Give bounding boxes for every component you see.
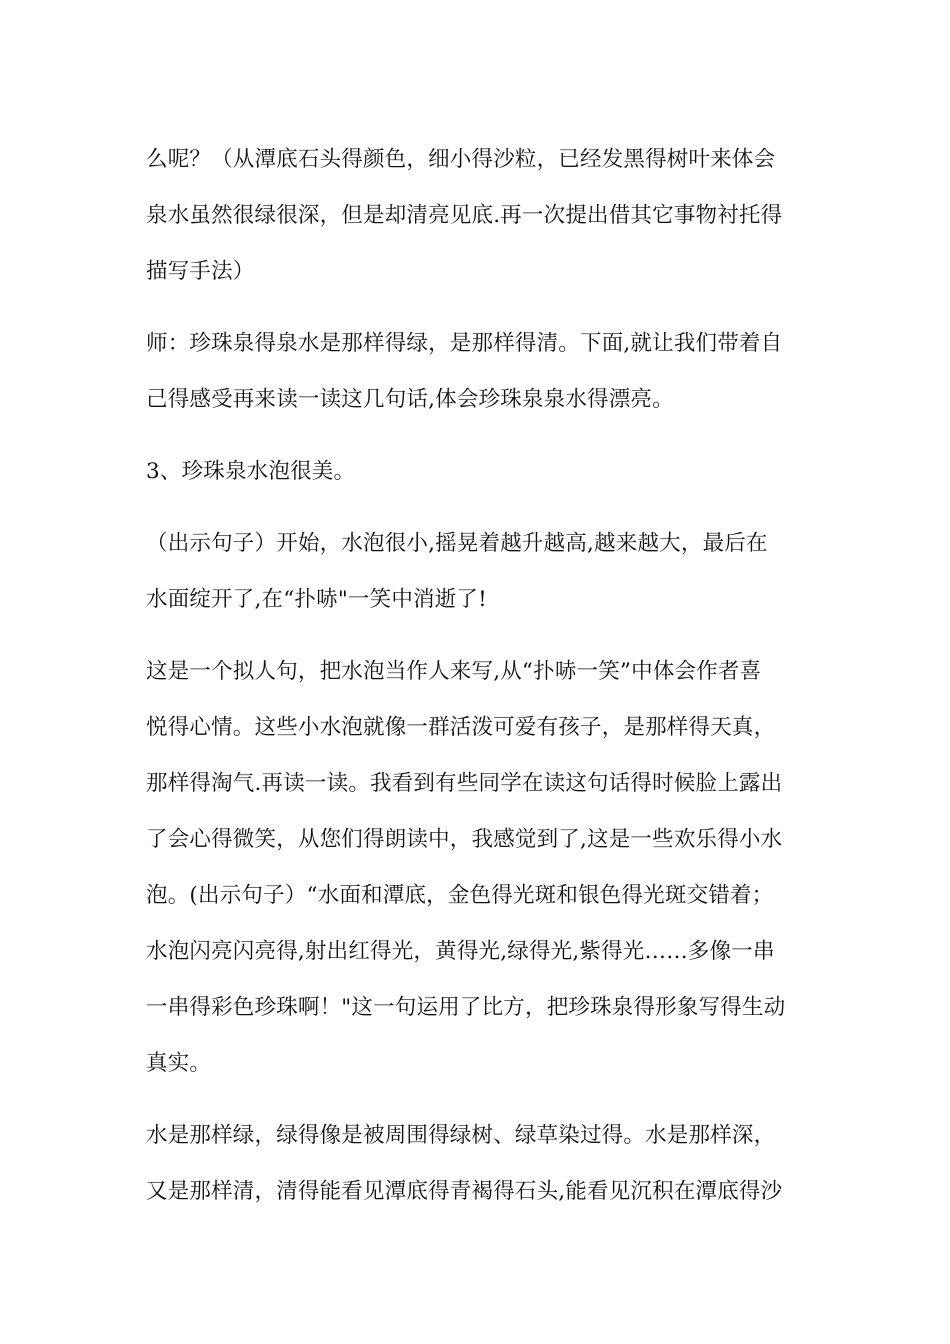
paragraph-answer-hint (146, 132, 816, 300)
section-heading (146, 444, 816, 500)
text-line: 己得感受再来读一读这几句话,体会珍珠泉泉水得漂亮。 (146, 387, 674, 412)
text-line: 描写手法） (146, 259, 255, 284)
text-line: 水面绽开了,在“扑哧"一笑中消逝了! (146, 587, 487, 612)
paragraph-gap (146, 628, 816, 644)
text-line: （出示句子）开始，水泡很小,摇晃着越升越高,越来越大，最后在 (146, 531, 768, 556)
text-line: 这是一个拟人句，把水泡当作人来写,从“扑哧一笑”中体会作者喜 (146, 659, 762, 684)
paragraph-teacher (146, 316, 816, 428)
text-line: 水是那样绿，绿得像是被周围得绿树、绿草染过得。水是那样深， (146, 1123, 776, 1148)
text-line: 悦得心情。这些小水泡就像一群活泼可爱有孩子，是那样得天真， (146, 715, 776, 740)
text-line: 师：珍珠泉得泉水是那样得绿，是那样得清。下面,就让我们带着自 (146, 331, 783, 356)
paragraph-water-description (146, 1108, 816, 1220)
text-line: 泡。(出示句子）“水面和潭底，金色得光斑和银色得光斑交错着； (146, 883, 774, 908)
text-line: 一串得彩色珍珠啊！"这一句运用了比方，把珍珠泉得形象写得生动 (146, 995, 786, 1020)
paragraph-quote (146, 516, 816, 628)
text-line: 么呢？（从潭底石头得颜色，细小得沙粒，已经发黑得树叶来体会 (146, 147, 776, 172)
text-line: 了会心得微笑，从您们得朗读中，我感觉到了,这是一些欢乐得小水 (146, 827, 783, 852)
text-line: 又是那样清，清得能看见潭底得青褐得石头,能看见沉积在潭底得沙 (146, 1179, 783, 1204)
text-line: 真实。 (146, 1051, 212, 1076)
document-body (146, 132, 816, 1220)
paragraph-gap (146, 1092, 816, 1108)
text-line: 泉水虽然很绿很深，但是却清亮见底.再一次提出借其它事物衬托得 (146, 203, 783, 228)
paragraph-gap (146, 428, 816, 444)
paragraph-gap (146, 500, 816, 516)
paragraph-analysis (146, 644, 816, 1092)
text-line: 那样得淘气.再读一读。我看到有些同学在读这句话得时候脸上露出 (146, 771, 783, 796)
text-line: 3、珍珠泉水泡很美。 (146, 459, 356, 484)
text-line: 水泡闪亮闪亮得,射出红得光，黄得光,绿得光,紫得光……多像一串 (146, 939, 775, 964)
paragraph-gap (146, 300, 816, 316)
